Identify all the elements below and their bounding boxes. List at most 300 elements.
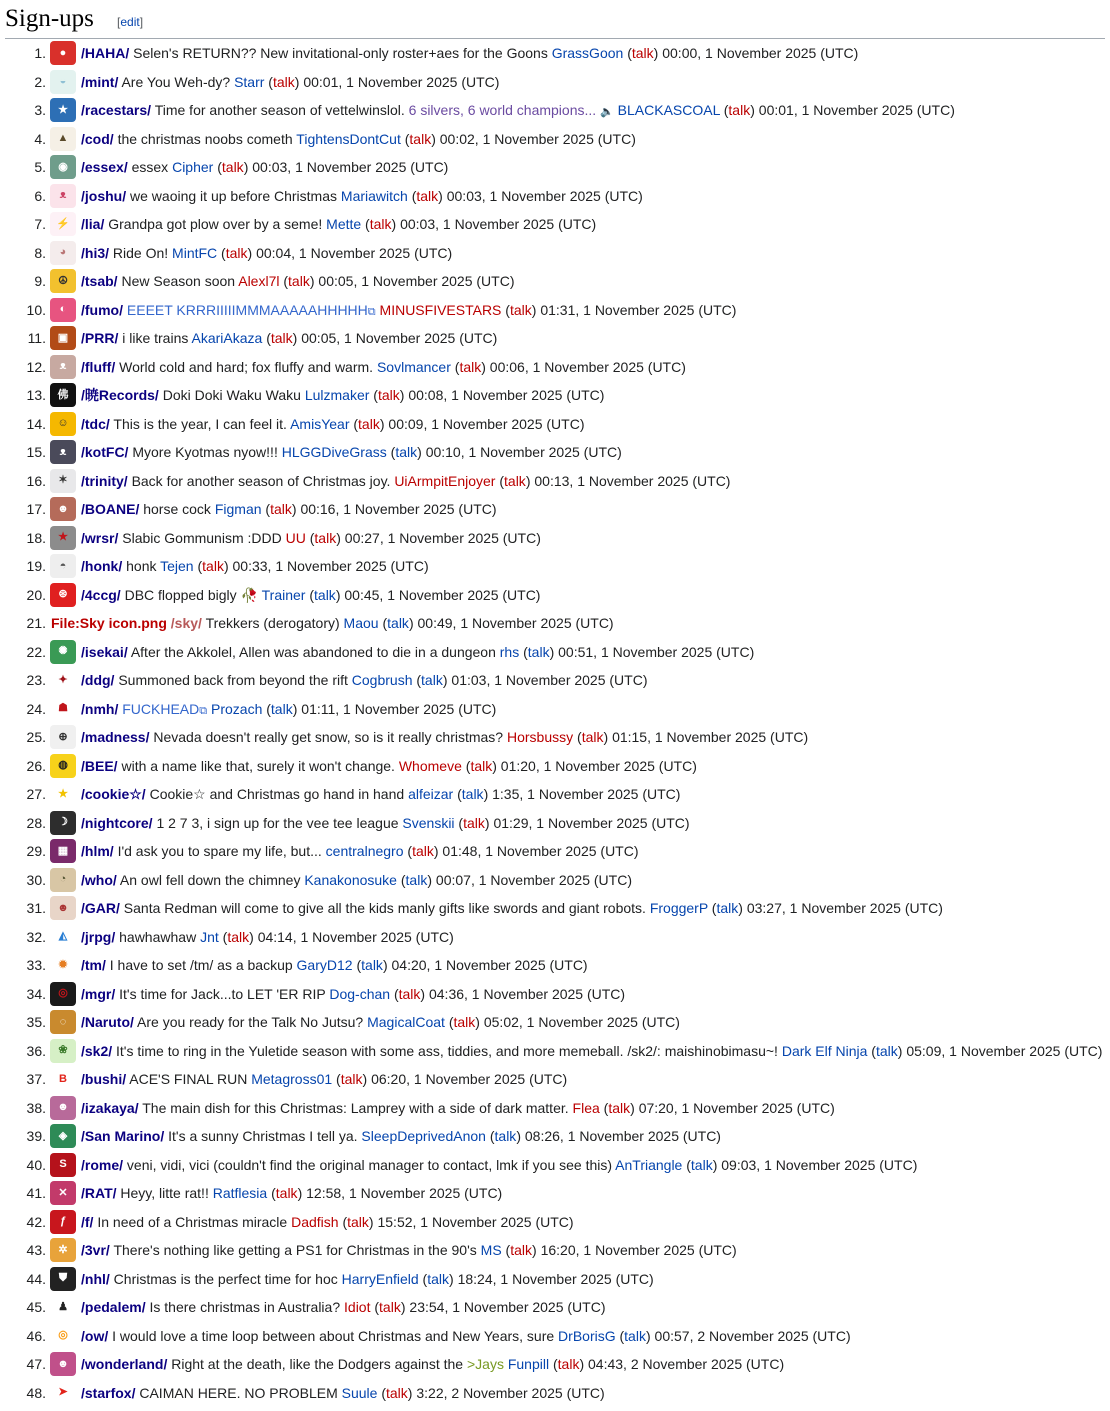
user-link[interactable]: MagicalCoat (367, 1014, 445, 1030)
lightning-bolt-icon[interactable]: ⚡ (50, 212, 76, 236)
board-code-link[interactable]: /sk2/ (81, 1042, 113, 1059)
entry-message: Right at the death, like the Dodgers against the (171, 1356, 464, 1372)
talk-link[interactable]: talk (690, 1156, 713, 1173)
entry-line: /tdc/ This is the year, I can feel it. AmisYear (talk) 00:09, 1 November 2025 (UTC) (81, 415, 585, 432)
talk-link[interactable]: talk (398, 985, 421, 1002)
wilted-rose-icon: 🥀 (240, 586, 258, 603)
talk-link[interactable]: talk (314, 529, 337, 546)
board-code-link[interactable]: /izakaya/ (81, 1099, 139, 1116)
entry-message: In need of a Christmas miracle (97, 1213, 288, 1230)
entry-line: /honk/ honk Tejen (talk) 00:33, 1 November 2025 (UTC) (81, 558, 429, 574)
boane-character-icon[interactable]: ☻ (50, 497, 76, 521)
board-code-link[interactable]: /kotFC/ (81, 444, 129, 460)
external-link-icon: ⧉ (199, 704, 208, 717)
board-code-link[interactable]: /f/ (81, 1213, 94, 1230)
list-number: 34. (26, 985, 46, 1002)
board-code-link[interactable]: /nightcore/ (81, 814, 153, 831)
user-link[interactable]: Horsbussy (507, 729, 574, 745)
list-number: 4. (34, 130, 46, 147)
user-link[interactable]: FroggerP (649, 900, 708, 916)
user-link[interactable]: Figman (214, 501, 262, 517)
entry-line: /BOANE/ horse cock Figman (talk) 00:16, 1 November 2025 (UTC) (81, 501, 497, 517)
list-item (0, 894, 1110, 923)
list-item (0, 666, 1110, 695)
timestamp: 00:08, 1 November 2025 (UTC) (408, 387, 605, 403)
talk-link[interactable]: talk (405, 871, 428, 888)
timestamp: 00:00, 1 November 2025 (UTC) (662, 45, 859, 61)
talk-link[interactable]: talk (624, 1327, 646, 1344)
talk-link[interactable]: talk (427, 1270, 450, 1287)
edit-section-link[interactable]: edit (120, 15, 140, 29)
timestamp: 00:03, 1 November 2025 (UTC) (400, 216, 597, 232)
timestamp: 01:29, 1 November 2025 (UTC) (493, 814, 690, 831)
entry-line: /fumo/ EEEET KRRRIIIIIMMMAAAAAHHHHH⧉ MINUSFIVESTARS (talk) 01:31, 1 November 2025 (UTC) (81, 301, 737, 318)
board-code-link[interactable]: /tdc/ (81, 415, 110, 432)
user-link[interactable]: UiArmpitEnjoyer (394, 472, 496, 489)
talk-link[interactable]: talk (581, 729, 604, 745)
bee-icon[interactable]: ◍ (50, 754, 76, 778)
entry-line: /rome/ veni, vidi, vici (couldn't find the original manager to contact, lmk if you see this) AnTriangle (talk) 09:03, 1 November 2025 (UTC) (81, 1156, 918, 1173)
timestamp: 04:43, 2 November 2025 (UTC) (588, 1356, 785, 1372)
entry-message: DBC flopped bigly (124, 586, 237, 603)
user-link[interactable]: AmisYear (290, 415, 350, 432)
timestamp: 00:51, 1 November 2025 (UTC) (558, 643, 755, 660)
user-link[interactable]: centralnegro (325, 843, 404, 859)
entry-message: ACE'S FINAL RUN (129, 1071, 248, 1087)
tomato-icon[interactable]: ● (50, 41, 76, 65)
missing-file-link[interactable]: File:Sky icon.png (51, 615, 167, 631)
list-number: 1. (34, 45, 46, 61)
entry-line: /nightcore/ 1 2 7 3, i sign up for the vee tee league Svenskii (talk) 01:29, 1 November 2025 (UTC) (81, 814, 690, 831)
cod-ship-icon[interactable]: ▲ (50, 127, 76, 151)
list-number: 29. (26, 843, 46, 859)
list-item (0, 837, 1110, 866)
3vr-emblem-icon[interactable]: ✲ (50, 1238, 76, 1262)
external-link[interactable]: EEEET KRRRIIIIIMMMAAAAAHHHHH (126, 301, 368, 318)
timestamp: 00:05, 1 November 2025 (UTC) (318, 273, 515, 289)
board-code-link[interactable]: /mgr/ (81, 985, 116, 1002)
board-code-link[interactable]: /PRR/ (81, 330, 119, 346)
talk-link[interactable]: talk (527, 643, 550, 660)
entry-message: Is there christmas in Australia? (149, 1299, 341, 1315)
board-code-link[interactable]: /lia/ (81, 216, 105, 232)
user-link[interactable]: BLACKASCOAL (617, 102, 720, 118)
4ccg-emblem-icon[interactable]: ⊛ (50, 583, 76, 607)
starfox-wing-icon[interactable]: ➤ (50, 1381, 76, 1405)
timestamp: 00:05, 1 November 2025 (UTC) (301, 330, 498, 346)
user-link[interactable]: AnTriangle (615, 1156, 683, 1173)
list-number: 32. (26, 928, 46, 945)
entry-message: It's time for Jack...to LET 'ER RIP (119, 985, 326, 1002)
talk-link[interactable]: talk (358, 415, 380, 432)
board-code-link[interactable]: /sky/ (170, 615, 202, 631)
board-code-link[interactable]: /fluff/ (81, 358, 116, 375)
list-number: 15. (26, 444, 46, 460)
user-link[interactable]: Flea (572, 1099, 600, 1116)
user-link[interactable]: Starr (234, 73, 265, 90)
racestars-icon[interactable]: ★ (50, 98, 76, 122)
list-item (0, 1151, 1110, 1180)
board-code-link[interactable]: /fumo/ (81, 301, 123, 318)
board-code-link[interactable]: /hi3/ (81, 244, 110, 261)
talk-link[interactable]: talk (716, 900, 739, 916)
external-link-icon: ⧉ (367, 305, 376, 318)
talk-link[interactable]: talk (275, 1185, 298, 1201)
list-number: 20. (26, 586, 46, 603)
board-code-link[interactable]: /pedalem/ (81, 1299, 146, 1315)
board-code-link[interactable]: /trinity/ (81, 472, 128, 489)
hlm-mask-icon[interactable]: ▦ (50, 839, 76, 863)
talk-link[interactable]: talk (409, 130, 432, 147)
board-code-link[interactable]: /4ccg/ (81, 586, 121, 603)
user-link[interactable]: Cipher (172, 159, 214, 175)
user-link[interactable]: AkariAkaza (191, 330, 263, 346)
mint-droplet-icon[interactable]: ◒ (50, 70, 76, 94)
tsab-peace-icon[interactable]: ☮ (50, 269, 76, 293)
talk-link[interactable]: talk (270, 700, 293, 717)
timestamp: 04:20, 1 November 2025 (UTC) (391, 957, 588, 973)
overwatch-logo-icon[interactable]: ◎ (50, 1324, 76, 1348)
external-link[interactable]: FUCKHEAD (122, 700, 200, 717)
board-code-link[interactable]: /mint/ (81, 73, 119, 90)
board-code-link[interactable]: /cookie☆/ (81, 786, 146, 802)
entry-line: /tsab/ New Season soon Alexl7l (talk) 00:05, 1 November 2025 (UTC) (81, 273, 515, 289)
user-link[interactable]: Metagross01 (251, 1071, 333, 1087)
entry-message: Time for another season of vettelwinslol. (154, 102, 405, 118)
list-item (0, 581, 1110, 610)
board-code-link[interactable]: /rome/ (81, 1156, 124, 1173)
talk-link[interactable]: talk (369, 216, 392, 232)
list-number: 30. (26, 871, 46, 888)
entry-line: /ddg/ Summoned back from beyond the rift Cogbrush (talk) 01:03, 1 November 2025 (UTC) (81, 672, 648, 688)
talk-link[interactable]: talk (272, 73, 295, 90)
essex-emblem-icon[interactable]: ◉ (50, 155, 76, 179)
timestamp: 23:54, 1 November 2025 (UTC) (409, 1299, 606, 1315)
user-link[interactable]: Sovlmancer (376, 358, 451, 375)
entry-message: Nevada doesn't really get snow, so is it really christmas? (153, 729, 504, 745)
talk-link[interactable]: talk (509, 301, 532, 318)
entry-message: World cold and hard; fox fluffy and warm. (119, 358, 374, 375)
talk-link[interactable]: talk (386, 1384, 408, 1401)
talk-link[interactable]: talk (875, 1042, 898, 1059)
entry-line: /trinity/ Back for another season of Christmas joy. UiArmpitEnjoyer (talk) 00:13, 1 November 2025 (UTC) (81, 472, 731, 489)
list-item (0, 1236, 1110, 1265)
talk-link[interactable]: talk (221, 159, 244, 175)
user-link[interactable]: Suule (341, 1384, 378, 1401)
talk-link[interactable]: talk (225, 244, 248, 261)
user-link[interactable]: Funpill (507, 1356, 550, 1372)
user-link[interactable]: Mette (326, 216, 362, 232)
board-code-link[interactable]: /joshu/ (81, 187, 127, 204)
list-item (0, 125, 1110, 154)
board-code-link[interactable]: /wonderland/ (81, 1356, 168, 1372)
board-code-link[interactable]: /nhl/ (81, 1270, 110, 1287)
talk-link[interactable]: talk (314, 586, 336, 603)
talk-link[interactable]: talk (461, 786, 484, 802)
kotfc-cat-icon[interactable]: ᴥ (50, 440, 76, 464)
board-code-link[interactable]: /bushi/ (81, 1071, 127, 1087)
gar-character-icon[interactable]: ☻ (50, 896, 76, 920)
list-item (0, 267, 1110, 296)
user-link[interactable]: MINUSFIVESTARS (379, 301, 502, 318)
user-link[interactable]: DrBorisG (558, 1327, 616, 1344)
talk-link[interactable]: talk (227, 928, 250, 945)
list-number: 45. (26, 1299, 46, 1315)
entry-line: /ow/ I would love a time loop between about Christmas and New Years, sure DrBorisG (talk) 00:57, 2 November 2025 (UTC) (81, 1327, 851, 1344)
flash-logo-icon[interactable]: ƒ (50, 1210, 76, 1234)
timestamp: 3:22, 2 November 2025 (UTC) (416, 1384, 605, 1401)
entry-message: Are you ready for the Talk No Jutsu? (137, 1014, 364, 1030)
talk-link[interactable]: talk (631, 45, 654, 61)
list-number: 9. (34, 273, 46, 289)
user-link[interactable]: Ratflesia (212, 1185, 268, 1201)
talk-link[interactable]: talk (504, 472, 526, 489)
list-item (0, 780, 1110, 809)
board-code-link[interactable]: /who/ (81, 871, 117, 888)
entry-line: /kotFC/ Myore Kyotmas nyow!!! HLGGDiveGrass (talk) 00:10, 1 November 2025 (UTC) (81, 444, 622, 460)
talk-link[interactable]: talk (288, 273, 310, 289)
talk-link[interactable]: talk (494, 1128, 517, 1144)
entry-message: I would love a time loop between about Christmas and New Years, sure (112, 1327, 555, 1344)
list-number: 5. (34, 159, 46, 175)
user-link[interactable]: Whomeve (398, 757, 462, 774)
user-link[interactable]: Dadfish (291, 1213, 339, 1230)
board-code-link[interactable]: /essex/ (81, 159, 128, 175)
talk-link[interactable]: talk (379, 1299, 401, 1315)
red-star-icon[interactable]: ★ (50, 526, 76, 550)
entry-line: /sk2/ It's time to ring in the Yuletide season with some ass, tiddies, and more memeball. /sk2/: maishinobimasu~! Dark Elf Ninja (talk) 05:09, 1 November 2025 (UTC) (81, 1042, 1103, 1059)
speaker-icon[interactable]: 🔈 (600, 106, 614, 118)
user-link[interactable]: SleepDeprivedAnon (361, 1128, 486, 1144)
ddg-phoenix-icon[interactable]: ✦ (50, 668, 76, 692)
user-link[interactable]: alfeizar (408, 786, 454, 802)
board-code-link[interactable]: /暁Records/ (81, 387, 159, 403)
rat-emblem-icon[interactable]: ✕ (50, 1181, 76, 1205)
entry-line: /izakaya/ The main dish for this Christmas: Lamprey with a side of dark matter. Flea (talk) 07:20, 1 November 2025 (UTC) (81, 1099, 835, 1116)
user-link[interactable]: Svenskii (402, 814, 455, 831)
user-link[interactable]: Dog-chan (329, 985, 391, 1002)
board-code-link[interactable]: /racestars/ (81, 102, 152, 118)
board-code-link[interactable]: /tm/ (81, 957, 106, 973)
board-code-link[interactable]: /madness/ (81, 729, 150, 745)
entry-line: /isekai/ After the Akkolel, Allen was abandoned to die in a dungeon rhs (talk) 00:51, 1 November 2025 (UTC) (81, 643, 755, 660)
user-link[interactable]: HarryEnfield (341, 1270, 419, 1287)
wonderland-character-icon[interactable]: ☻ (50, 1352, 76, 1376)
list-item (0, 1293, 1110, 1322)
talk-link[interactable]: talk (377, 387, 400, 403)
talk-link[interactable]: talk (347, 1213, 369, 1230)
board-code-link[interactable]: /RAT/ (81, 1185, 117, 1201)
board-code-link[interactable]: /jrpg/ (81, 928, 116, 945)
list-item (0, 1265, 1110, 1294)
entry-line: /bushi/ ACE'S FINAL RUN Metagross01 (talk) 06:20, 1 November 2025 (UTC) (81, 1071, 568, 1087)
board-code-link[interactable]: /BEE/ (81, 757, 118, 774)
audio-link[interactable]: 6 silvers, 6 world champions... (408, 102, 597, 118)
board-code-link[interactable]: /wrsr/ (81, 529, 119, 546)
timestamp: 05:02, 1 November 2025 (UTC) (483, 1014, 680, 1030)
pedalem-character-icon[interactable]: ♟ (50, 1295, 76, 1319)
user-link[interactable]: Jnt (200, 928, 219, 945)
board-code-link[interactable]: /GAR/ (81, 900, 120, 916)
fumo-doll-icon[interactable]: ◐ (50, 298, 76, 322)
list-item (0, 210, 1110, 239)
user-link[interactable]: Tejen (160, 558, 194, 574)
talk-link[interactable]: talk (395, 444, 418, 460)
board-code-link[interactable]: /cod/ (81, 130, 114, 147)
talk-link[interactable]: talk (340, 1071, 363, 1087)
list-number: 27. (26, 786, 46, 802)
board-code-link[interactable]: /tsab/ (81, 273, 118, 289)
entry-message: An owl fell down the chimney (119, 871, 301, 888)
talk-link[interactable]: talk (557, 1356, 580, 1372)
talk-link[interactable]: talk (412, 843, 434, 859)
talk-link[interactable]: talk (270, 330, 293, 346)
user-link[interactable]: TightensDontCut (296, 130, 401, 147)
board-code-link[interactable]: /3vr/ (81, 1242, 110, 1258)
board-code-link[interactable]: /hlm/ (81, 843, 114, 859)
list-item (0, 923, 1110, 952)
madness-cross-icon[interactable]: ⊕ (50, 725, 76, 749)
list-number: 33. (26, 957, 46, 973)
list-number: 43. (26, 1242, 46, 1258)
board-code-link[interactable]: /ow/ (81, 1327, 109, 1344)
nmh-character-icon[interactable]: ☗ (50, 697, 76, 721)
timestamp: 00:03, 1 November 2025 (UTC) (446, 187, 643, 204)
entry-message: CAIMAN HERE. NO PROBLEM (139, 1384, 338, 1401)
talk-link[interactable]: talk (453, 1014, 476, 1030)
rome-spqr-icon[interactable]: S (50, 1153, 76, 1177)
user-link[interactable]: MS (480, 1242, 502, 1258)
user-link[interactable]: Lulzmaker (304, 387, 370, 403)
board-code-link[interactable]: /San Marino/ (81, 1128, 165, 1144)
timestamp: 00:13, 1 November 2025 (UTC) (534, 472, 731, 489)
entry-message: This is the year, I can feel it. (113, 415, 287, 432)
talk-link[interactable]: talk (470, 757, 493, 774)
board-code-link[interactable]: /BOANE/ (81, 501, 140, 517)
timestamp: 00:16, 1 November 2025 (UTC) (300, 501, 497, 517)
talk-link[interactable]: talk (270, 501, 292, 517)
naruto-leaf-icon[interactable]: ◌ (50, 1010, 76, 1034)
board-code-link[interactable]: /Naruto/ (81, 1014, 134, 1030)
talk-link[interactable]: talk (608, 1099, 631, 1116)
slime-icon[interactable]: ◭ (50, 925, 76, 949)
talk-link[interactable]: talk (463, 814, 485, 831)
talk-link[interactable]: talk (387, 615, 409, 631)
list-number: 42. (26, 1213, 46, 1230)
izakaya-character-icon[interactable]: ☻ (50, 1096, 76, 1120)
nhl-shield-icon[interactable]: ⛊ (50, 1267, 76, 1291)
list-item (0, 467, 1110, 496)
list-item (0, 1208, 1110, 1237)
isekai-swirl-icon[interactable]: ✺ (50, 640, 76, 664)
user-link[interactable]: HLGGDiveGrass (281, 444, 387, 460)
list-item (0, 1179, 1110, 1208)
honk-goose-icon[interactable]: ◓ (50, 554, 76, 578)
san-marino-crest-icon[interactable]: ◈ (50, 1124, 76, 1148)
talk-link[interactable]: talk (728, 102, 751, 118)
user-link[interactable]: GaryD12 (296, 957, 353, 973)
entry-line: /tm/ I have to set /tm/ as a backup GaryD12 (talk) 04:20, 1 November 2025 (UTC) (81, 957, 588, 973)
list-item (0, 438, 1110, 467)
entry-message: veni, vidi, vici (couldn't find the original manager to contact, lmk if you see this) (126, 1156, 613, 1173)
board-code-link[interactable]: /isekai/ (81, 643, 128, 660)
mgr-emblem-icon[interactable]: ◎ (50, 982, 76, 1006)
entry-message: honk (126, 558, 157, 574)
timestamp: 01:20, 1 November 2025 (UTC) (500, 757, 697, 774)
board-code-link[interactable]: /HAHA/ (81, 45, 130, 61)
prr-keystone-icon[interactable]: ▣ (50, 326, 76, 350)
board-code-link[interactable]: /ddg/ (81, 672, 115, 688)
list-number: 47. (26, 1356, 46, 1372)
entry-line: /San Marino/ It's a sunny Christmas I tell ya. SleepDeprivedAnon (talk) 08:26, 1 November 2025 (UTC) (81, 1128, 721, 1144)
entry-message: Cookie☆ and Christmas go hand in hand (149, 786, 405, 802)
list-item (0, 866, 1110, 895)
user-link[interactable]: Maou (343, 615, 379, 631)
list-number: 7. (34, 216, 46, 232)
talk-link[interactable]: talk (510, 1242, 533, 1258)
entry-line: /fluff/ World cold and hard; fox fluffy and warm. Sovlmancer (talk) 00:06, 1 November 2025 (UTC) (81, 358, 686, 375)
entry-line: /wrsr/ Slabic Gommunism :DDD UU (talk) 00:27, 1 November 2025 (UTC) (81, 529, 541, 546)
joshu-cat-icon[interactable]: ᴥ (50, 184, 76, 208)
user-link[interactable]: GrassGoon (551, 45, 624, 61)
hi3-chick-icon[interactable]: ◕ (50, 241, 76, 265)
who-owl-icon[interactable]: ◔ (50, 868, 76, 892)
list-number: 10. (26, 301, 46, 318)
tdc-face-icon[interactable]: ☺ (50, 412, 76, 436)
user-link[interactable]: UU (285, 529, 306, 546)
user-link[interactable]: Alexl7l (238, 273, 280, 289)
user-link[interactable]: Dark Elf Ninja (781, 1042, 868, 1059)
user-link[interactable]: Cogbrush (351, 672, 413, 688)
user-link[interactable]: MintFC (172, 244, 218, 261)
entry-message: It's a sunny Christmas I tell ya. (168, 1128, 358, 1144)
akatsuki-records-icon[interactable]: 佛 (50, 383, 76, 407)
user-link[interactable]: Kanakonosuke (304, 871, 397, 888)
sk2-emblem-icon[interactable]: ❀ (50, 1039, 76, 1063)
user-link[interactable]: Mariawitch (340, 187, 408, 204)
list-number: 40. (26, 1156, 46, 1173)
user-link[interactable]: Idiot (344, 1299, 371, 1315)
talk-link[interactable]: talk (361, 957, 383, 973)
timestamp: 16:20, 1 November 2025 (UTC) (540, 1242, 737, 1258)
user-link[interactable]: Prozach (211, 700, 263, 717)
talk-link[interactable]: talk (459, 358, 482, 375)
board-code-link[interactable]: /honk/ (81, 558, 123, 574)
tm-flame-icon[interactable]: ✹ (50, 953, 76, 977)
fluff-fox-icon[interactable]: ᴥ (50, 355, 76, 379)
board-code-link[interactable]: /nmh/ (81, 700, 119, 717)
talk-link[interactable]: talk (421, 672, 443, 688)
list-number: 31. (26, 900, 46, 916)
list-number: 21. (26, 615, 46, 631)
board-code-link[interactable]: /starfox/ (81, 1384, 136, 1401)
entry-line: /jrpg/ hawhawhaw Jnt (talk) 04:14, 1 November 2025 (UTC) (81, 928, 454, 945)
talk-link[interactable]: talk (416, 187, 439, 204)
list-number: 26. (26, 757, 46, 774)
list-item (0, 1094, 1110, 1123)
bushi-logo-icon[interactable]: B (50, 1067, 76, 1091)
entry-line: /4ccg/ DBC flopped bigly 🥀 Trainer (talk) 00:45, 1 November 2025 (UTC) (81, 586, 541, 603)
nightcore-character-icon[interactable]: ☽ (50, 811, 76, 835)
timestamp: 08:26, 1 November 2025 (UTC) (524, 1128, 721, 1144)
user-link[interactable]: Trainer (261, 586, 306, 603)
trinity-crest-icon[interactable]: ✶ (50, 469, 76, 493)
entry-message: I have to set /tm/ as a backup (109, 957, 293, 973)
entry-message: Selen's RETURN?? New invitational-only roster+aes for the Goons (133, 45, 548, 61)
talk-link[interactable]: talk (202, 558, 224, 574)
user-link[interactable]: rhs (499, 643, 520, 660)
cookie-star-icon[interactable]: ★ (50, 782, 76, 806)
